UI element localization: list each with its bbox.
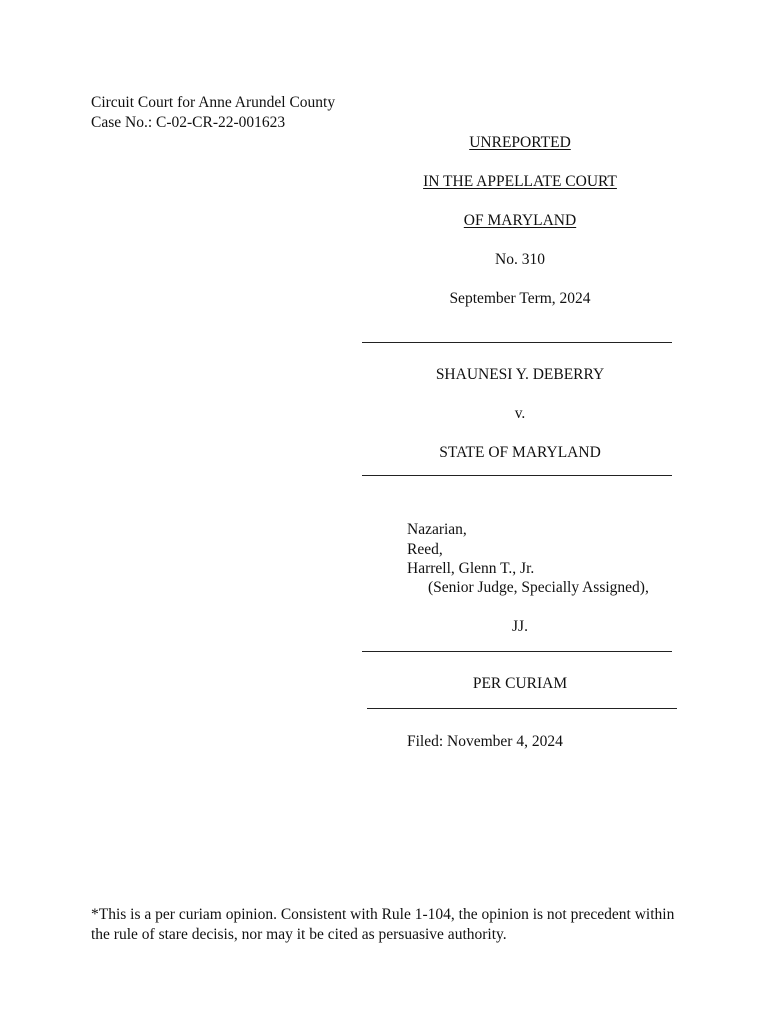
appellate-court-line-2: OF MARYLAND xyxy=(463,212,577,229)
appellate-court-line-1: IN THE APPELLATE COURT xyxy=(423,173,617,190)
versus: v. xyxy=(514,405,526,422)
footnote: *This is a per curiam opinion. Consistent with Rule 1-104, the opinion is not precedent within the rule of stare decisis, nor may it be cited as persuasive authority. xyxy=(91,906,675,943)
divider-rule xyxy=(362,342,672,343)
unreported-label: UNREPORTED xyxy=(469,134,571,151)
appellee-name: STATE OF MARYLAND xyxy=(439,444,601,461)
filed-date: Filed: November 4, 2024 xyxy=(407,733,563,750)
divider-rule xyxy=(367,708,677,709)
divider-rule xyxy=(362,651,672,652)
term: September Term, 2024 xyxy=(449,290,591,307)
appeal-number: No. 310 xyxy=(495,251,545,268)
appellant-name: SHAUNESI Y. DEBERRY xyxy=(435,366,605,383)
case-number: Case No.: C-02-CR-22-001623 xyxy=(91,114,286,131)
judge-name: Reed, xyxy=(407,541,443,558)
judges-suffix: JJ. xyxy=(512,618,528,635)
judge-name: Harrell, Glenn T., Jr. xyxy=(407,560,535,577)
judge-note: (Senior Judge, Specially Assigned), xyxy=(428,579,649,596)
lower-court-name: Circuit Court for Anne Arundel County xyxy=(91,94,336,111)
judge-name: Nazarian, xyxy=(407,521,467,538)
divider-rule xyxy=(362,475,672,476)
opinion-type: PER CURIAM xyxy=(472,675,568,692)
